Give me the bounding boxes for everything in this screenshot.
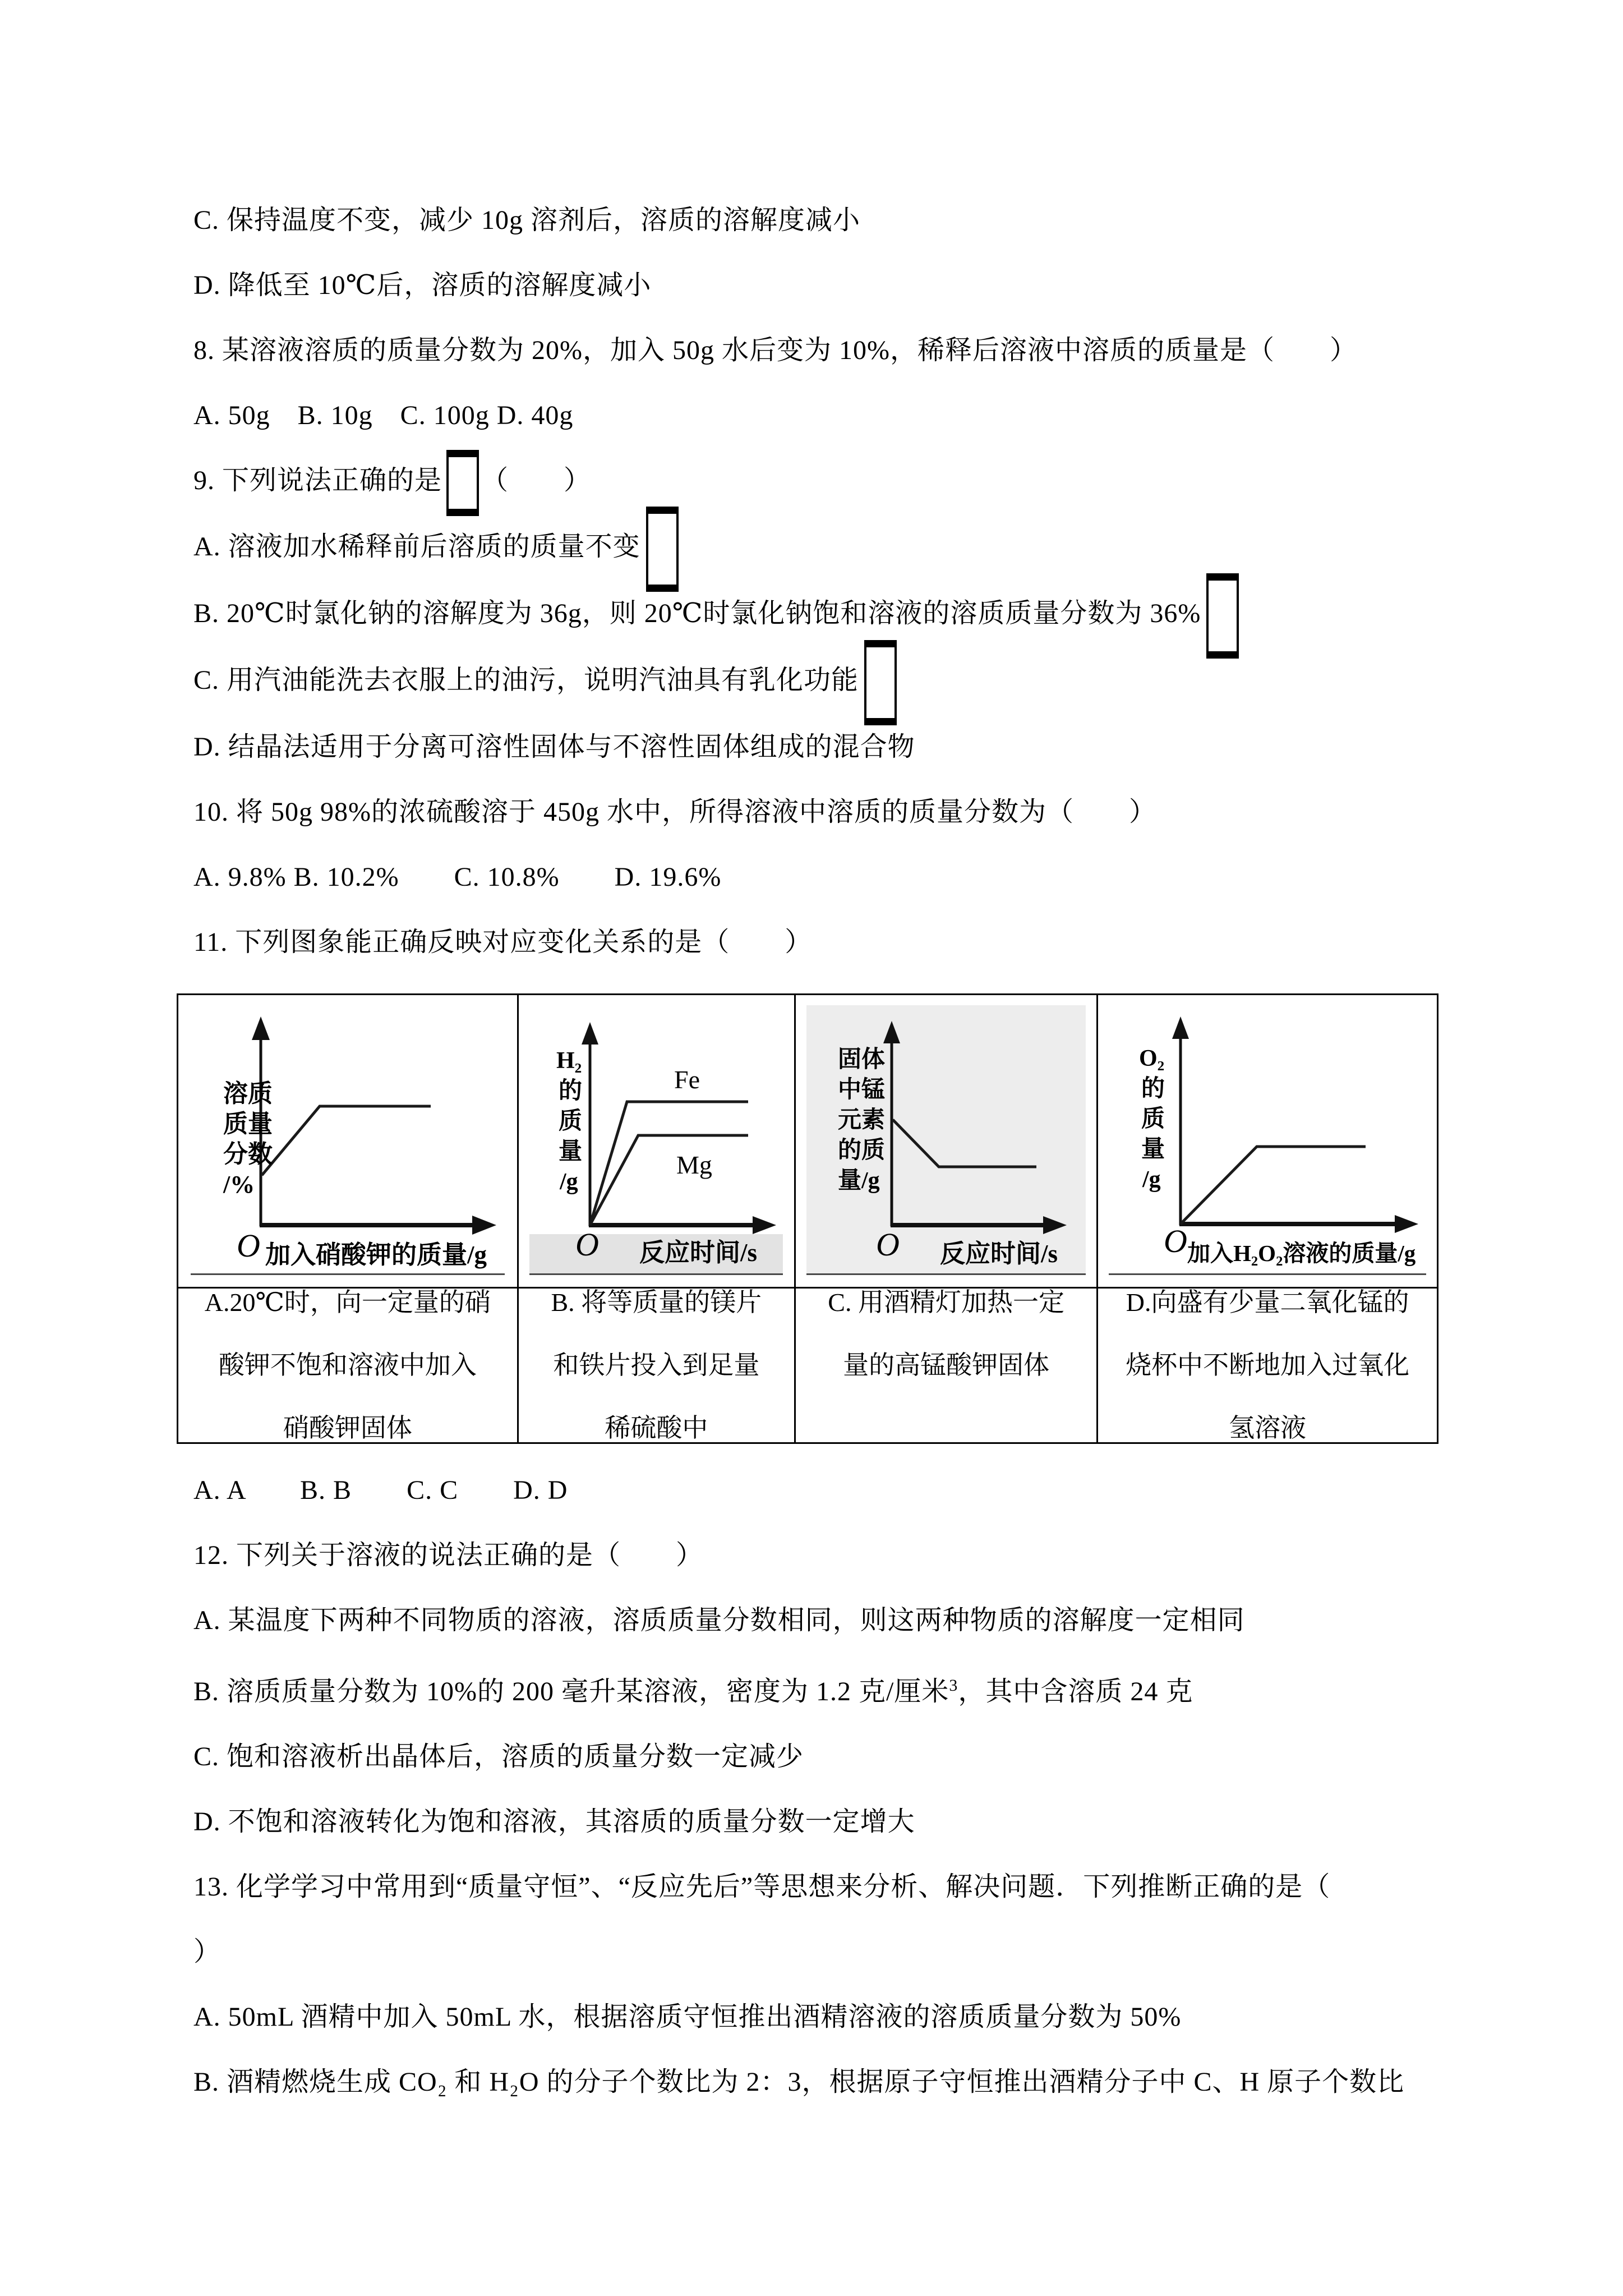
option-12c: C. 饱和溶液析出晶体后，溶质的质量分数一定减少 [193,1741,804,1772]
question-9-stem [193,467,1455,496]
question-9-brackets: （ ） [481,466,592,495]
origin-label: O [1164,1223,1188,1260]
fe-curve [590,1102,748,1225]
question-10-options: A. 9.8% B. 10.2% C. 10.8% D. 19.6% [193,862,722,892]
option-9c-text: C. 用汽油能洗去衣服上的油污，说明汽油具有乳化功能 [193,665,859,695]
question-11-answer-options: A. A B. B C. C D. D [193,1475,568,1505]
graph-row [178,994,1438,1287]
y-axis-label: 的 [1141,1076,1165,1102]
x-axis-arrow [1395,1215,1418,1233]
y-axis-label: /g [1142,1167,1161,1193]
desc-cell-b [518,1287,795,1443]
x-axis-label: 反应时间/s [940,1240,1058,1268]
option-9b-text: B. 20℃时氯化钠的溶解度为 36g，则 20℃时氯化钠饱和溶液的溶质质量分数为 36% [193,598,1201,628]
option-12b-text: B. 溶质质量分数为 10%的 200 毫升某溶液，密度为 1.2 克/厘米 [193,1676,949,1706]
y-axis-arrow [582,1022,598,1045]
image-placeholder-box [1206,573,1239,659]
desc-d-line: 氢溶液 [1229,1413,1307,1442]
question-13-stem-line1: 13. 化学学习中常用到“质量守恒”、“反应先后”等思想来分析、解决问题．下列推断正确的是（ [193,1871,1331,1902]
graph-b-svg [529,1005,783,1273]
option-13b: B. 酒精燃烧生成 CO₂ 和 H₂O 的分子个数比为 2：3，根据原子守恒推出酒精分子中 C、H 原子个数比 [193,2067,1405,2097]
x-axis-arrow [472,1216,496,1235]
y-axis-label: 元素 [838,1107,886,1134]
y-axis-label: 固体 [838,1047,886,1073]
question-11-graph-table [177,993,1438,1444]
origin-label: O [575,1226,600,1263]
o2-mass-curve [1181,1147,1366,1224]
graph-d-svg [1109,1005,1426,1273]
option-12b [193,1672,1455,1706]
graph-cell-c [795,994,1098,1287]
question-8-stem: 8. 某溶液溶质的质量分数为 20%，加入 50g 水后变为 10%，稀释后溶液中溶质的质量是（ ） [193,335,1357,365]
y-axis-label: H₂ [556,1048,582,1074]
y-axis-arrow [252,1016,270,1040]
desc-a-line: 酸钾不饱和溶液中加入 [218,1350,477,1379]
question-13-stem-line2: ） [193,1936,222,1967]
desc-c-line: C. 用酒精灯加热一定 [828,1287,1064,1317]
graph-c-svg [806,1005,1086,1273]
desc-b-line: 稀硫酸中 [605,1413,708,1442]
graph-cell-b [518,994,795,1287]
solute-fraction-curve [262,1106,431,1175]
desc-cell-a [178,1287,518,1443]
graph-cell-d [1098,994,1438,1287]
x-axis-label: 反应时间/s [639,1239,758,1267]
graph-a-svg [191,1005,505,1273]
image-placeholder-box [646,507,679,592]
desc-a-line: A.20℃时，向一定量的硝 [204,1287,491,1317]
y-axis-label: 中锰 [838,1077,886,1103]
question-12-stem: 12. 下列关于溶液的说法正确的是（ ） [193,1540,704,1570]
image-placeholder-box [864,640,897,725]
desc-b-line: B. 将等质量的镁片 [551,1287,762,1317]
y-axis-label: 量 [559,1139,583,1165]
question-9-text: 9. 下列说法正确的是 [193,466,442,495]
option-7c: C. 保持温度不变，减少 10g 溶剂后，溶质的溶解度减小 [193,205,861,235]
graph-a-solute-mass-fraction [191,1005,505,1275]
option-9d: D. 结晶法适用于分离可溶性固体与不溶性固体组成的混合物 [193,731,915,762]
y-axis-label: /g [560,1169,579,1195]
question-11-stem: 11. 下列图象能正确反映对应变化关系的是（ ） [193,927,813,957]
y-axis-label: 量 [1141,1137,1165,1163]
desc-d-line: 烧杯中不断地加入过氧化 [1126,1350,1410,1379]
mg-series-label: Mg [676,1151,713,1180]
option-9a [193,533,1455,563]
origin-label: O [236,1227,260,1264]
y-axis-label: /% [223,1171,255,1199]
image-placeholder-box [446,450,479,516]
option-12a: A. 某温度下两种不同物质的溶液，溶质质量分数相同，则这两种物质的溶解度一定相同 [193,1605,1245,1635]
graph-c-mn-mass-in-solid [806,1005,1086,1275]
superscript-3: 3 [949,1676,958,1695]
y-axis-label: 质 [1141,1106,1165,1133]
graph-cell-a [178,994,518,1287]
y-axis-label: 量/g [838,1168,880,1194]
option-9b [193,600,1455,629]
graph-d-o2-mass [1109,1005,1426,1275]
graph-b-h2-mass-fe-mg [529,1005,783,1275]
option-9c [193,666,1455,696]
desc-b-line: 和铁片投入到足量 [553,1350,760,1379]
x-axis-label: 加入硝酸钾的质量/g [265,1241,487,1269]
y-axis-label: 的质 [838,1138,886,1164]
question-10-stem: 10. 将 50g 98%的浓硫酸溶于 450g 水中，所得溶液中溶质的质量分数为（ ） [193,797,1156,827]
desc-d-line: D.向盛有少量二氧化锰的 [1126,1287,1409,1317]
desc-a-line: 硝酸钾固体 [283,1413,412,1442]
fe-series-label: Fe [674,1065,700,1094]
option-13a: A. 50mL 酒精中加入 50mL 水，根据溶质守恒推出酒精溶液的溶质质量分数为 50% [193,2001,1182,2032]
origin-label: O [876,1226,900,1263]
option-9a-text: A. 溶液加水稀释前后溶质的质量不变 [193,531,640,562]
desc-cell-d [1098,1287,1438,1443]
option-12d: D. 不饱和溶液转化为饱和溶液，其溶质的质量分数一定增大 [193,1806,915,1837]
y-axis-label: 质量 [223,1110,273,1138]
y-axis-label: 分数 [223,1140,273,1168]
option-7d: D. 降低至 10℃后，溶质的溶解度减小 [193,270,652,300]
desc-cell-c [795,1287,1098,1443]
question-8-options: A. 50g B. 10g C. 100g D. 40g [193,401,574,430]
x-axis-label: 加入H₂O₂溶液的质量/g [1187,1240,1416,1267]
y-axis-label: O₂ [1139,1046,1165,1072]
description-row [178,1287,1438,1443]
desc-c-line: 量的高锰酸钾固体 [843,1350,1050,1379]
y-axis-label: 的 [559,1078,583,1105]
x-axis-arrow [753,1216,776,1234]
y-axis-arrow [1172,1016,1189,1039]
option-12b-text-tail: ，其中含溶质 24 克 [958,1676,1193,1706]
y-axis-label: 溶质 [223,1080,273,1108]
y-axis-label: 质 [559,1108,583,1135]
